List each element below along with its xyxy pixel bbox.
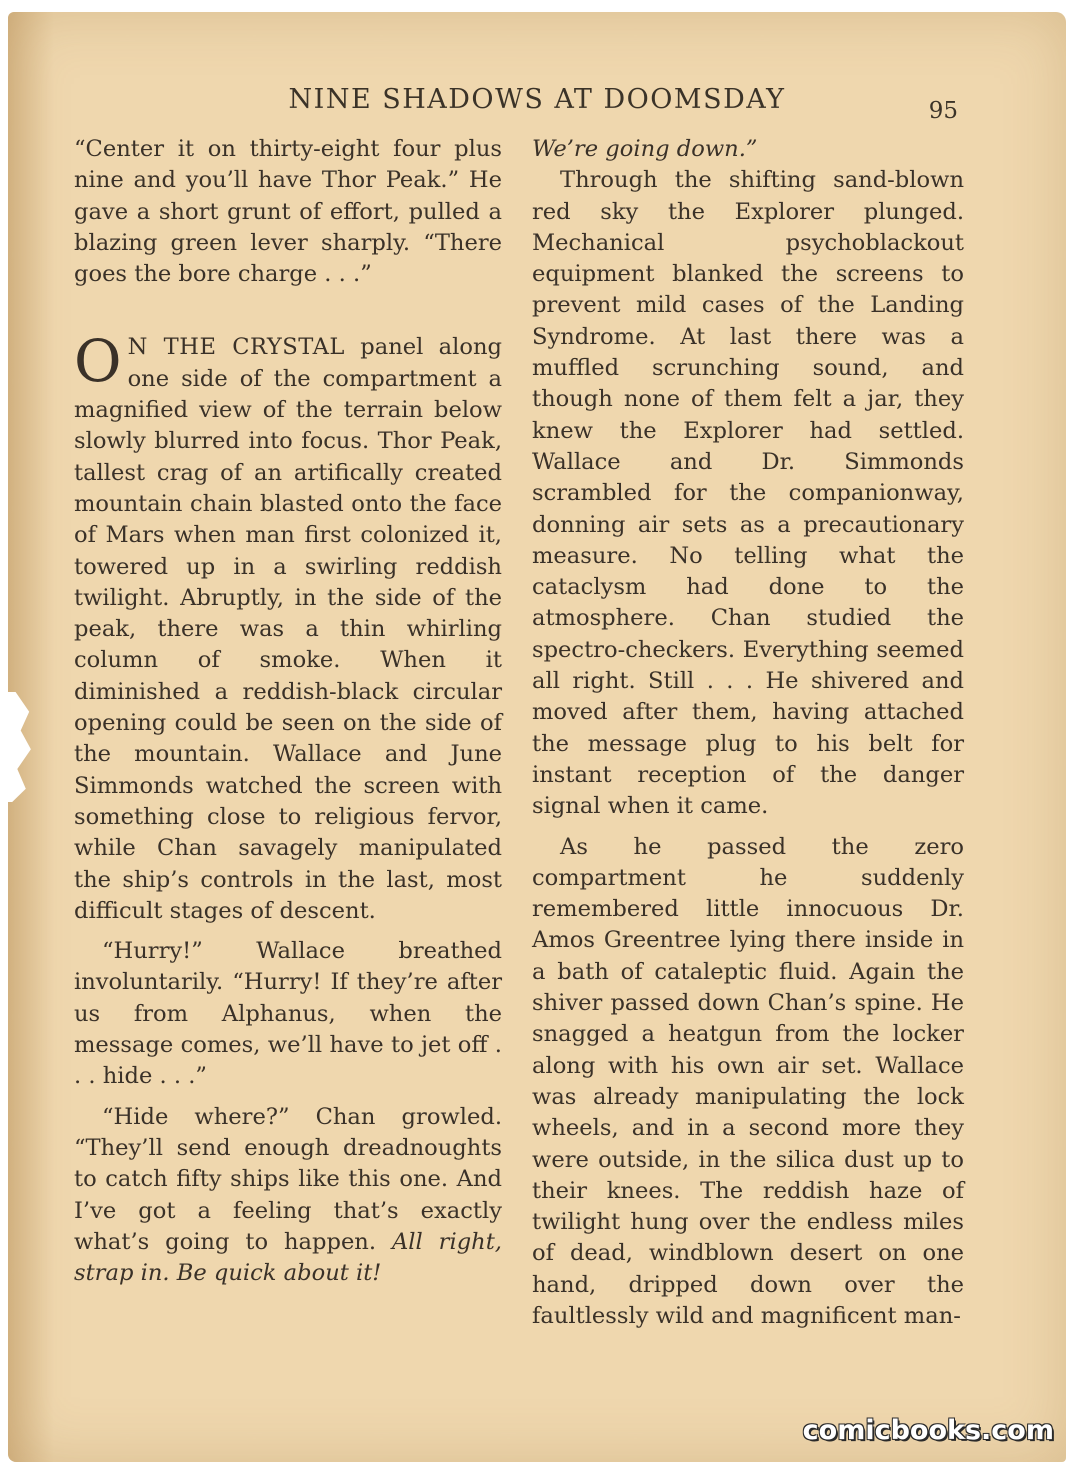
paragraph-4 xyxy=(74,1102,502,1290)
watermark-logo: comicbooks.com xyxy=(802,1415,1054,1446)
running-title: NINE SHADOWS AT DOOMSDAY xyxy=(288,84,786,115)
paragraph-4-italic: All right, strap in. Be quick about it! xyxy=(74,1228,502,1287)
page-number: 95 xyxy=(928,98,958,124)
continued-italic: We’re going down.” xyxy=(532,136,758,162)
paragraph-2-text: panel along one side of the compartment a magnified view of the terrain below slowly blurred into focus. Thor Peak, tallest crag of an artifically created mountain chain blasted onto the face of Mars when man first colonized it, towered up in a swirling reddish twilight. Abruptly, in the side of the peak, there was a thin whirling column of smoke. When it diminished a reddish-black circular opening could be seen on the side of the mountain. Wallace and June Simmonds watched the screen with something close to religious fervor, while Chan savagely manipulated the ship’s controls in the last, most difficult stages of descent. xyxy=(74,334,502,924)
paragraph-2 xyxy=(74,327,502,927)
left-column xyxy=(74,134,502,1289)
paragraph-6: As he passed the zero compartment he suddenly remembered little innocuous Dr. Amos Greentree lying there inside in a bath of cataleptic fluid. Again the shiver passed down Chan’s spine. He snagged a heatgun from the locker along with his own air set. Wallace was already manipulating the lock wheels, and in a second more they were outside, in the silica dust up to their knees. The reddish haze of twilight hung over the endless miles of dead, windblown desert on one hand, dripped down over the faultlessly wild and magnificent man- xyxy=(532,833,964,1329)
paragraph-continued xyxy=(532,134,964,165)
drop-cap: O xyxy=(74,327,122,396)
right-column xyxy=(532,134,964,1332)
paragraph-3: “Hurry!” Wallace breathed involuntarily. “Hurry! If they’re after us from Alphanus, when the message comes, we’ll have to jet off . . . hide . . .” xyxy=(74,938,502,1090)
book-page xyxy=(8,12,1066,1462)
lead-in-caps: N THE CRYSTAL xyxy=(127,334,345,361)
paragraph-1: “Center it on thirty-eight four plus nine and you’ll have Thor Peak.” He gave a short grunt of effort, pulled a blazing green lever sharply. “There goes the bore charge . . .” xyxy=(74,136,502,288)
paragraph-4-text: “Hide where?” Chan growled. “They’ll send enough dreadnoughts to catch fifty ships like this one. And I’ve got a feeling that’s exactly what’s going to happen. xyxy=(74,1103,502,1255)
paragraph-5: Through the shifting sand-blown red sky the Explorer plunged. Mechanical psychoblackout equipment blanked the screens to prevent mild cases of the Landing Syndrome. At last there was a muffled scrunching sound, and though none of them felt a jar, they knew the Explorer had settled. Wallace and Dr. Simmonds scrambled for the companionway, donning air sets as a precautionary measure. No telling what the cataclysm had done to the atmosphere. Chan studied the spectro-checkers. Everything seemed all right. Still . . . He shivered and moved after them, having attached the message plug to his belt for instant reception of the danger signal when it came. xyxy=(532,167,964,820)
